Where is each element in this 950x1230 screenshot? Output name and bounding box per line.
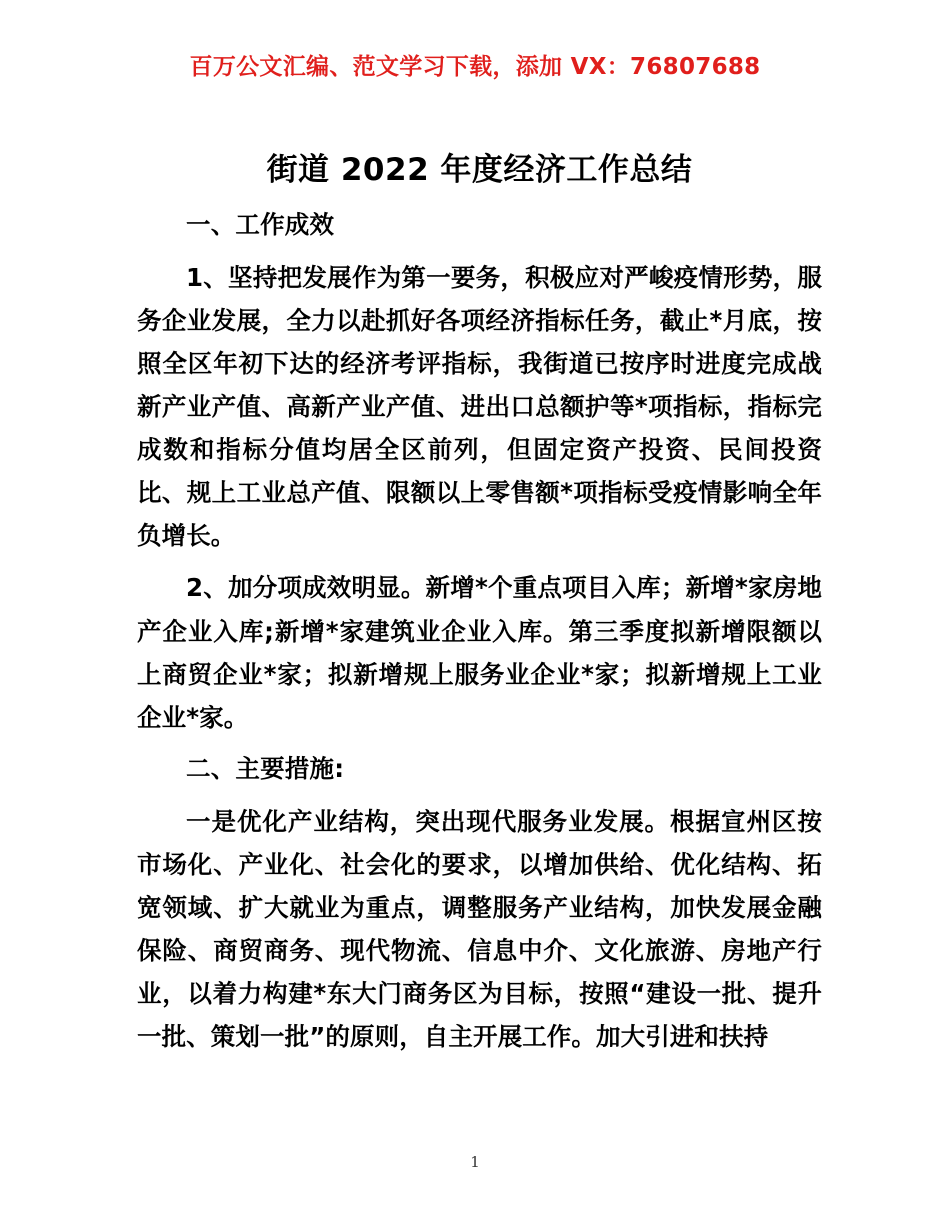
- page-number: 1: [470, 1153, 480, 1171]
- section-heading-1: 一、工作成效: [186, 209, 335, 239]
- page-title: 街道 2022 年度经济工作总结: [266, 152, 693, 188]
- document-body: [137, 150, 822, 1058]
- paragraph-2: 2、加分项成效明显。新增*个重点项目入库；新增*家房地产企业入库;新增*家建筑业企业入库。第三季度拟新增限额以上商贸企业*家；拟新增规上服务业企业*家；拟新增规上工业企业*家。: [137, 573, 822, 732]
- block-spacer: [137, 739, 822, 748]
- block-spacer: [137, 791, 822, 800]
- section-heading-2: 二、主要措施:: [186, 753, 345, 783]
- promo-banner-text: 百万公文汇编、范文学习下载，添加 VX：76807688: [189, 54, 761, 80]
- block-spacer: [137, 557, 822, 566]
- paragraph-1: 1、坚持把发展作为第一要务，积极应对严峻疫情形势，服务企业发展，全力以赴抓好各项经济指标任务，截止*月底，按照全区年初下达的经济考评指标，我街道已按序时进度完成战新产业产值、高新产业产值、进出口总额护等*项指标，指标完成数和指标分值均居全区前列，但固定资产投资、民间投资比、规上工业总产值、限额以上零售额*项指标受疫情影响全年负增长。: [137, 262, 822, 551]
- block-spacer: [137, 247, 822, 256]
- paragraph-3: 一是优化产业结构，突出现代服务业发展。根据宣州区按市场化、产业化、社会化的要求，以增加供给、优化结构、拓宽领域、扩大就业为重点，调整服务产业结构，加快发展金融保险、商贸商务、现代物流、信息中介、文化旅游、房地产行业，以着力构建*东大门商务区为目标，按照“建设一批、提升一批、策划一批”的原则，自主开展工作。加大引进和扶持: [137, 806, 822, 1052]
